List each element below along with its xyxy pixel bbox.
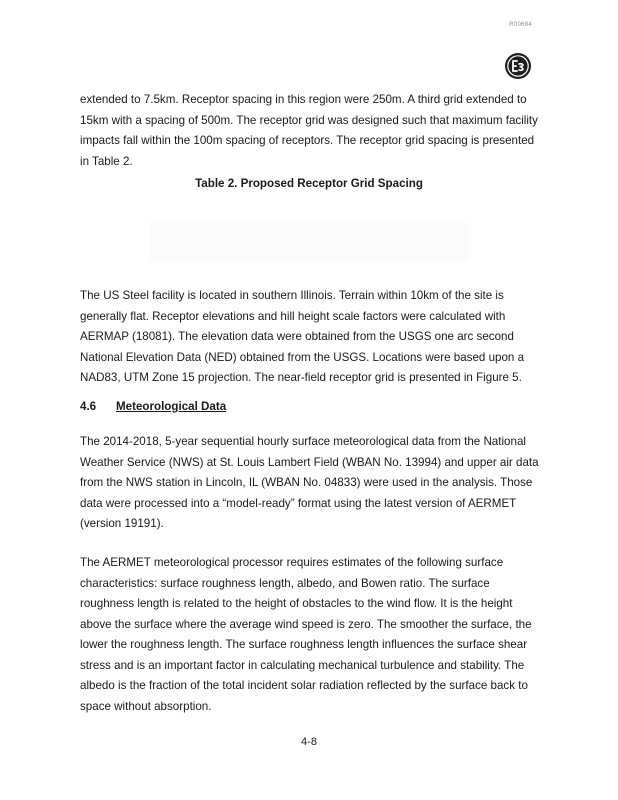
paragraph-surface-characteristics: The AERMET meteorological processor requires estimates of the following surface characteristics: surface roughness length, albedo, and Bowen ratio. The surface roughness length is related to the height of obstacles to the wind flow. It is the height above the surface where the average wind speed is zero. The smoother the surface, the lower the roughness length. The surface roughness length influences the surface shear stress and is an important factor in calculating mechanical turbulence and stability. The albedo is the fraction of the total incident solar radiation reflected by the surface back to space without absorption. — [80, 556, 532, 713]
page-number: 4-8 — [301, 736, 317, 748]
table-image-area — [150, 223, 468, 261]
paragraph-terrain: The US Steel facility is located in southern Illinois. Terrain within 10km of the site is generally flat. Receptor elevations and hill height scale factors were calculated with AERMAP (18081). The elevation data were obtained from the USGS one arc second National Elevation Data (NED) obtained from the USGS. Locations were based upon a NAD83, UTM Zone 15 projection. The near-field receptor grid is presented in Figure 5. — [80, 289, 525, 384]
company-logo-icon — [504, 52, 532, 80]
paragraph-receptor-grid: extended to 7.5km. Receptor spacing in this region were 250m. A third grid extended to 15km with a spacing of 500m. The receptor grid was designed such that maximum facility impacts fall within the 100m spacing of receptors. The receptor grid spacing is presented in Table 2. — [80, 93, 538, 168]
section-title: Meteorological Data — [116, 400, 227, 413]
section-number: 4.6 — [80, 400, 97, 413]
paragraph-met-data: The 2014-2018, 5-year sequential hourly surface meteorological data from the National Weather Service (NWS) at St. Louis Lambert Field (WBAN No. 13994) and upper air data from the NWS station in Lincoln, IL (WBAN No. 04833) were used in the analysis. Those data were processed into a “model-ready” format using the latest version of AERMET (version 19191). — [80, 435, 539, 530]
document-id: R00684 — [509, 22, 532, 28]
table-title: Table 2. Proposed Receptor Grid Spacing — [195, 177, 423, 190]
section-heading — [80, 400, 226, 413]
